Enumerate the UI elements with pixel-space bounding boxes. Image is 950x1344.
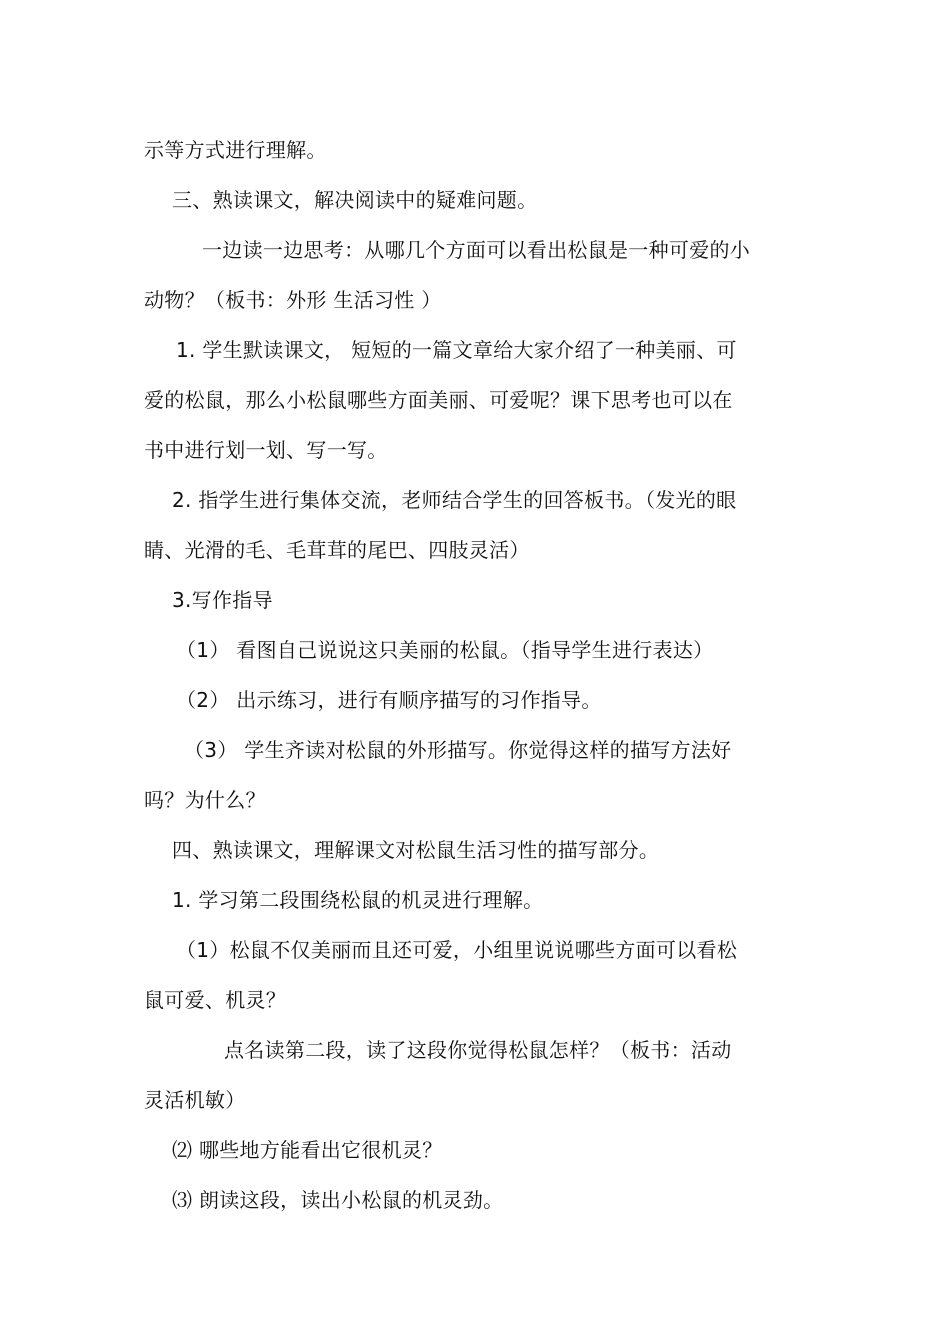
text-line: 动物？（板书：外形 生活习性 ） — [144, 288, 442, 312]
text-line: 点名读第二段，读了这段你觉得松鼠怎样？（板书：活动 — [224, 1038, 732, 1062]
text-line: 爱的松鼠，那么小松鼠哪些方面美丽、可爱呢？课下思考也可以在 — [144, 388, 733, 412]
list-item: 3.写作指导 — [172, 588, 273, 612]
sub-list-item: ⑶ 朗读这段，读出小松鼠的机灵劲。 — [172, 1188, 504, 1212]
list-item: 1. 学习第二段围绕松鼠的机灵进行理解。 — [172, 888, 544, 912]
text-line: 灵活机敏） — [144, 1088, 246, 1112]
sub-list-item: （1）松鼠不仅美丽而且还可爱，小组里说说哪些方面可以看松 — [176, 938, 738, 962]
text-line: 吗？为什么？ — [144, 788, 266, 812]
text-line: 一边读一边思考：从哪几个方面可以看出松鼠是一种可爱的小 — [202, 238, 751, 262]
list-item: 1. 学生默读课文， 短短的一篇文章给大家介绍了一种美丽、可 — [176, 338, 737, 362]
section-heading: 四、熟读课文，理解课文对松鼠生活习性的描写部分。 — [172, 838, 660, 862]
section-heading: 三、熟读课文，解决阅读中的疑难问题。 — [172, 188, 538, 212]
text-line: 鼠可爱、机灵？ — [144, 988, 287, 1012]
list-item: 2. 指学生进行集体交流，老师结合学生的回答板书。（发光的眼 — [172, 488, 737, 512]
text-line: 睛、光滑的毛、毛茸茸的尾巴、四肢灵活） — [144, 538, 530, 562]
sub-list-item: （2） 出示练习，进行有顺序描写的习作指导。 — [176, 688, 602, 712]
sub-list-item: （3） 学生齐读对松鼠的外形描写。你觉得这样的描写方法好 — [184, 738, 732, 762]
text-line: 示等方式进行理解。 — [144, 138, 327, 162]
sub-list-item: （1） 看图自己说说这只美丽的松鼠。（指导学生进行表达） — [176, 638, 714, 662]
sub-list-item: ⑵ 哪些地方能看出它很机灵？ — [172, 1138, 443, 1162]
text-line: 书中进行划一划、写一写。 — [144, 438, 388, 462]
